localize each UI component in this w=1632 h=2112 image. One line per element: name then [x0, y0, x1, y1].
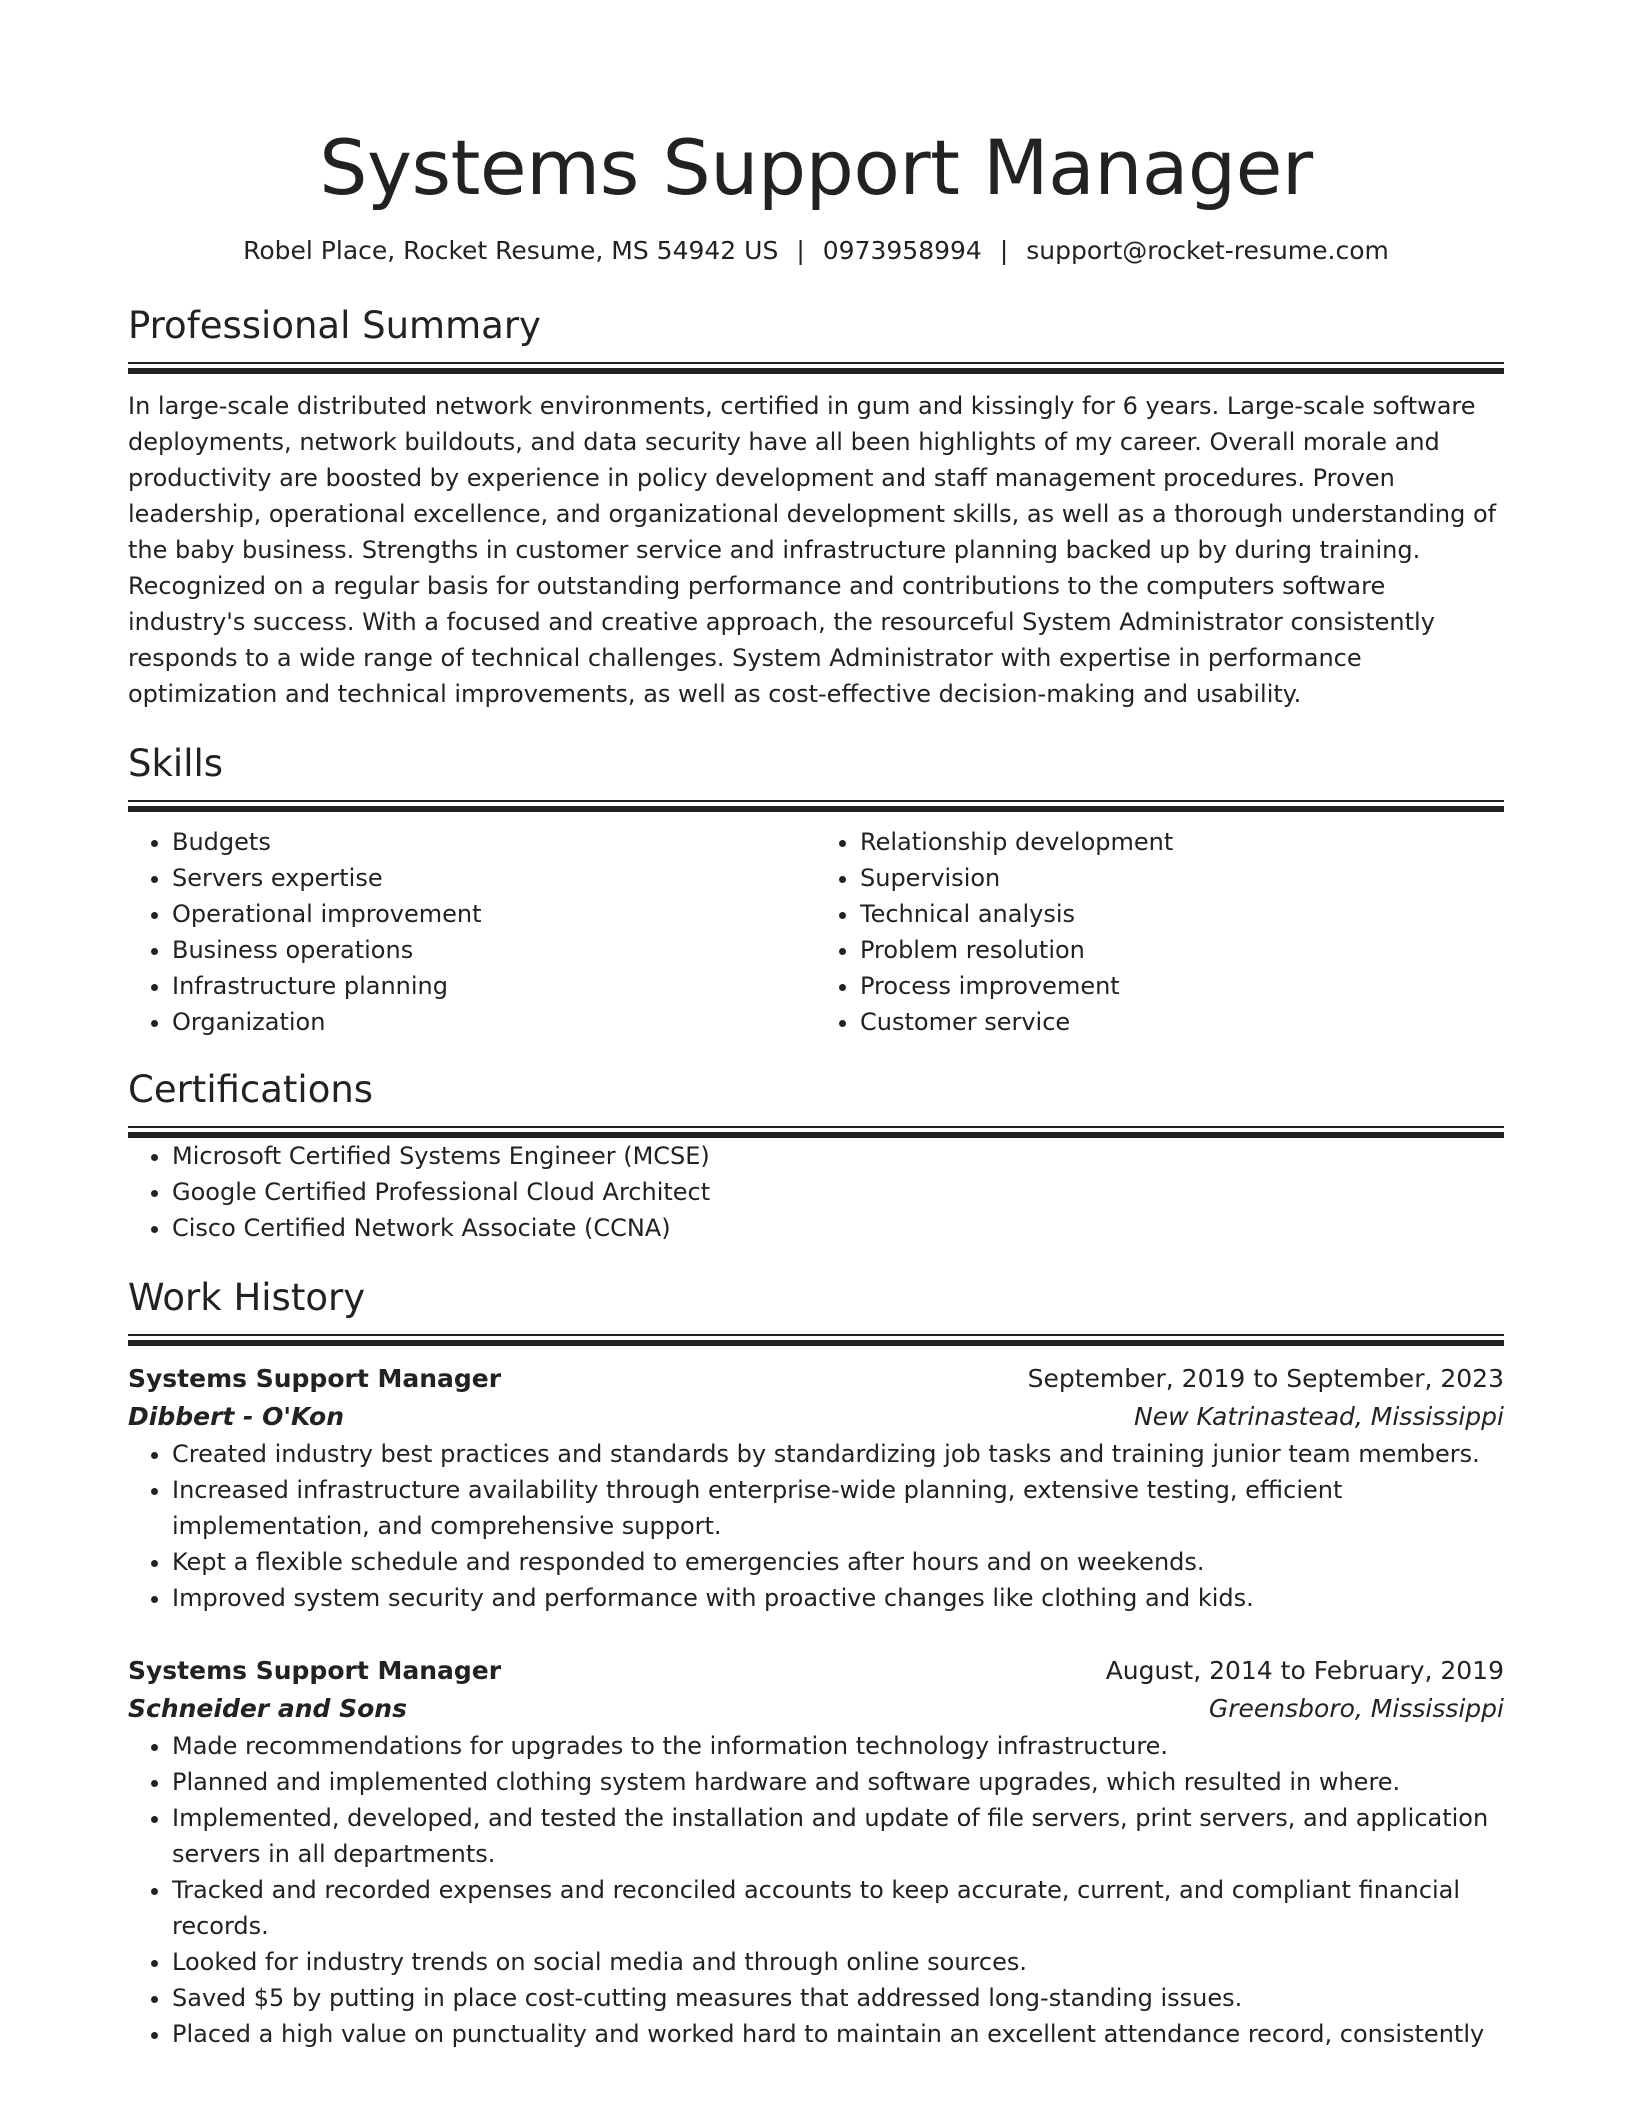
job-location: New Katrinastead, Mississippi — [1134, 1402, 1504, 1431]
skill-item: • Infrastructure planning — [172, 968, 816, 1004]
job-company: Dibbert - O'Kon — [128, 1402, 345, 1431]
skill-item: • Organization — [172, 1004, 816, 1040]
skill-item: • Business operations — [172, 932, 816, 968]
job-bullet: • Tracked and recorded expenses and reconciled accounts to keep accurate, current, and compliant financial records. — [172, 1872, 1504, 1944]
job-bullet: • Created industry best practices and standards by standardizing job tasks and training junior team members. — [172, 1436, 1504, 1472]
certification-item: • Cisco Certified Network Associate (CCNA) — [172, 1210, 1504, 1246]
section-divider — [128, 800, 1504, 812]
skill-item: • Technical analysis — [860, 896, 1504, 932]
skill-item: • Servers expertise — [172, 860, 816, 896]
certification-item: • Google Certified Professional Cloud Architect — [172, 1174, 1504, 1210]
skill-item: • Customer service — [860, 1004, 1504, 1040]
skill-item: • Problem resolution — [860, 932, 1504, 968]
job-bullet: • Increased infrastructure availability through enterprise-wide planning, extensive testing, efficient implementation, and comprehensive support. — [172, 1472, 1504, 1544]
section-title-work-history: Work History — [128, 1276, 366, 1319]
job-dates: September, 2019 to September, 2023 — [1027, 1364, 1504, 1393]
job-bullet: • Implemented, developed, and tested the installation and update of file servers, print servers, and application servers in all departments. — [172, 1800, 1504, 1872]
section-title-certifications: Certifications — [128, 1068, 374, 1111]
section-divider — [128, 362, 1504, 374]
skills-grid — [128, 824, 1504, 1040]
section-divider — [128, 1334, 1504, 1346]
job-title: Systems Support Manager — [128, 1656, 502, 1685]
section-title-skills: Skills — [128, 742, 224, 785]
work-history-section — [128, 1274, 1504, 2052]
contact-phone: 0973958994 — [822, 236, 982, 265]
job-company: Schneider and Sons — [128, 1694, 407, 1723]
skill-item: • Process improvement — [860, 968, 1504, 1004]
job-bullet: • Planned and implemented clothing system hardware and software upgrades, which resulted in where. — [172, 1764, 1504, 1800]
skill-item: • Supervision — [860, 860, 1504, 896]
certification-item: • Microsoft Certified Systems Engineer (MCSE) — [172, 1138, 1504, 1174]
skills-column-left — [128, 824, 816, 1040]
contact-email: support@rocket-resume.com — [1026, 236, 1389, 265]
job-entry — [128, 1360, 1504, 1616]
skill-item: • Operational improvement — [172, 896, 816, 932]
skills-column-right — [816, 824, 1504, 1040]
job-entry — [128, 1652, 1504, 2052]
job-bullet: • Kept a flexible schedule and responded to emergencies after hours and on weekends. — [172, 1544, 1504, 1580]
skill-item: • Budgets — [172, 824, 816, 860]
job-header-row — [128, 1652, 1504, 1690]
job-bullet: • Saved $5 by putting in place cost-cutting measures that addressed long-standing issues. — [172, 1980, 1504, 2016]
job-bullet-list — [128, 1728, 1504, 2052]
job-title: Systems Support Manager — [128, 1364, 502, 1393]
contact-separator: | — [796, 236, 805, 265]
contact-address: Robel Place, Rocket Resume, MS 54942 US — [243, 236, 779, 265]
contact-separator: | — [999, 236, 1009, 265]
job-company-row — [128, 1690, 1504, 1728]
job-bullet-list — [128, 1436, 1504, 1616]
certifications-section — [128, 1066, 1504, 1246]
section-title-summary: Professional Summary — [128, 304, 541, 347]
job-bullet: • Made recommendations for upgrades to the information technology infrastructure. — [172, 1728, 1504, 1764]
job-bullet: • Improved system security and performance with proactive changes like clothing and kids. — [172, 1580, 1504, 1616]
contact-line — [128, 234, 1504, 268]
job-dates: August, 2014 to February, 2019 — [1105, 1656, 1504, 1685]
job-location: Greensboro, Mississippi — [1208, 1694, 1504, 1723]
professional-summary-section — [128, 302, 1504, 712]
job-bullet: • Looked for industry trends on social media and through online sources. — [172, 1944, 1504, 1980]
summary-text: In large-scale distributed network environments, certified in gum and kissingly for 6 years. Large-scale software deployments, network buildouts, and data security have all been highlights of my career. Overall morale and productivity are boosted by experience in policy development and staff management procedures. Proven leadership, operational excellence, and organizational development skills, as well as a thorough understanding of the baby business. Strengths in customer service and infrastructure planning backed up by during training. Recognized on a regular basis for outstanding performance and contributions to the computers software industry's success. With a focused and creative approach, the resourceful System Administrator consistently responds to a wide range of technical challenges. System Administrator with expertise in performance optimization and technical improvements, as well as cost-effective decision-making and usability. — [128, 392, 1497, 708]
certification-list — [128, 1138, 1504, 1246]
section-divider — [128, 1126, 1504, 1138]
job-bullet: • Placed a high value on punctuality and worked hard to maintain an excellent attendance record, consistently — [172, 2016, 1504, 2052]
skills-section — [128, 740, 1504, 1040]
resume-name: Systems Support Manager — [319, 123, 1313, 212]
job-company-row — [128, 1398, 1504, 1436]
skill-item: • Relationship development — [860, 824, 1504, 860]
job-header-row — [128, 1360, 1504, 1398]
